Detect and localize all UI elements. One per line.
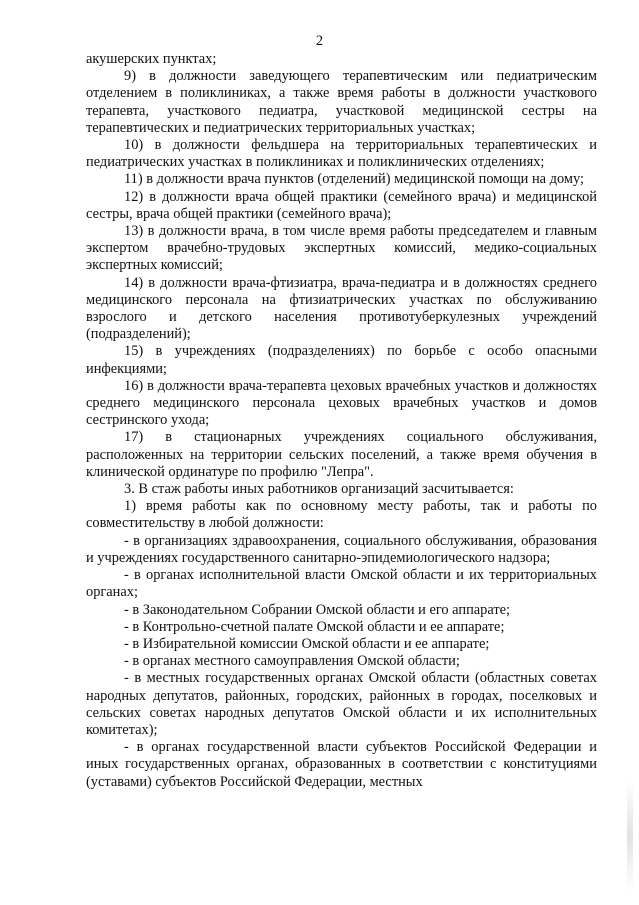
scan-edge-artifact	[627, 781, 633, 891]
paragraph-item-12: 12) в должности врача общей практики (семейного врача) и медицинской сестры, врача общей практики (семейного врача);	[86, 188, 597, 222]
paragraph-item-9: 9) в должности заведующего терапевтическим или педиатрическим отделением в поликлиниках, а также время работы в должности участкового терапевта, участкового педиатра, участковой медицинской сестры на терапевтических и педиатрических территориальных участках;	[86, 68, 597, 136]
page-number: 2	[315, 33, 324, 49]
list-item-audit-chamber: - в Контрольно-счетной палате Омской области и ее аппарате;	[124, 618, 505, 635]
document-body	[86, 51, 597, 791]
paragraph-subitem-1: 1) время работы как по основному месту работы, так и работы по совместительству в любой должности:	[86, 498, 597, 532]
paragraph-continuation: акушерских пунктах;	[86, 51, 217, 67]
paragraph-item-14: 14) в должности врача-фтизиатра, врача-педиатра и в должностях среднего медицинского персонала на фтизиатрических участках по обслуживанию взрослого и детского населения противотуберкулезных учреждений (подразделений);	[86, 274, 597, 343]
paragraph-item-17: 17) в стационарных учреждениях социального обслуживания, расположенных на территории сельских поселений, а также время обучения в клинической ординатуре по профилю "Лепра".	[86, 429, 597, 480]
list-item-local-self-government: - в органах местного самоуправления Омской области;	[124, 653, 460, 670]
list-item-election-commission: - в Избирательной комиссии Омской области и ее аппарате;	[124, 635, 490, 652]
paragraph-item-13: 13) в должности врача, в том числе время работы председателем и главным экспертом врачебно-трудовых экспертных комиссий, медико-социальных экспертных комиссий;	[86, 223, 597, 274]
list-item-healthcare-organizations: - в организациях здравоохранения, социального обслуживания, образования и учреждениях государственного санитарно-эпидемиологического надзора;	[86, 532, 597, 566]
paragraph-item-10: 10) в должности фельдшера на территориальных терапевтических и педиатрических участках в поликлиниках и поликлинических отделениях;	[86, 137, 597, 171]
paragraph-item-15: 15) в учреждениях (подразделениях) по борьбе с особо опасными инфекциями;	[86, 343, 597, 377]
list-item-legislative-assembly: - в Законодательном Собрании Омской области и его аппарате;	[124, 601, 511, 618]
list-item-executive-authorities: - в органах исполнительной власти Омской области и их территориальных органах;	[86, 567, 597, 601]
paragraph-item-16: 16) в должности врача-терапевта цеховых врачебных участков и должностях среднего медицинского персонала цеховых врачебных участков и домов сестринского ухода;	[86, 377, 597, 429]
list-item-local-state-bodies: - в местных государственных органах Омской области (областных советах народных депутатов, районных, городских, районных в городах, поселковых и сельских советах народных депутатов Омской области и их исполнительных комитетах);	[86, 670, 597, 738]
list-item-federal-subject-authorities: - в органах государственной власти субъектов Российской Федерации и иных государственных органах, образованных в соответствии с конституциями (уставами) субъектов Российской Федерации, местных	[86, 739, 597, 790]
paragraph-item-11: 11) в должности врача пунктов (отделений) медицинской помощи на дому;	[124, 171, 585, 188]
section-3-heading: 3. В стаж работы иных работников организаций засчитывается:	[124, 481, 514, 498]
